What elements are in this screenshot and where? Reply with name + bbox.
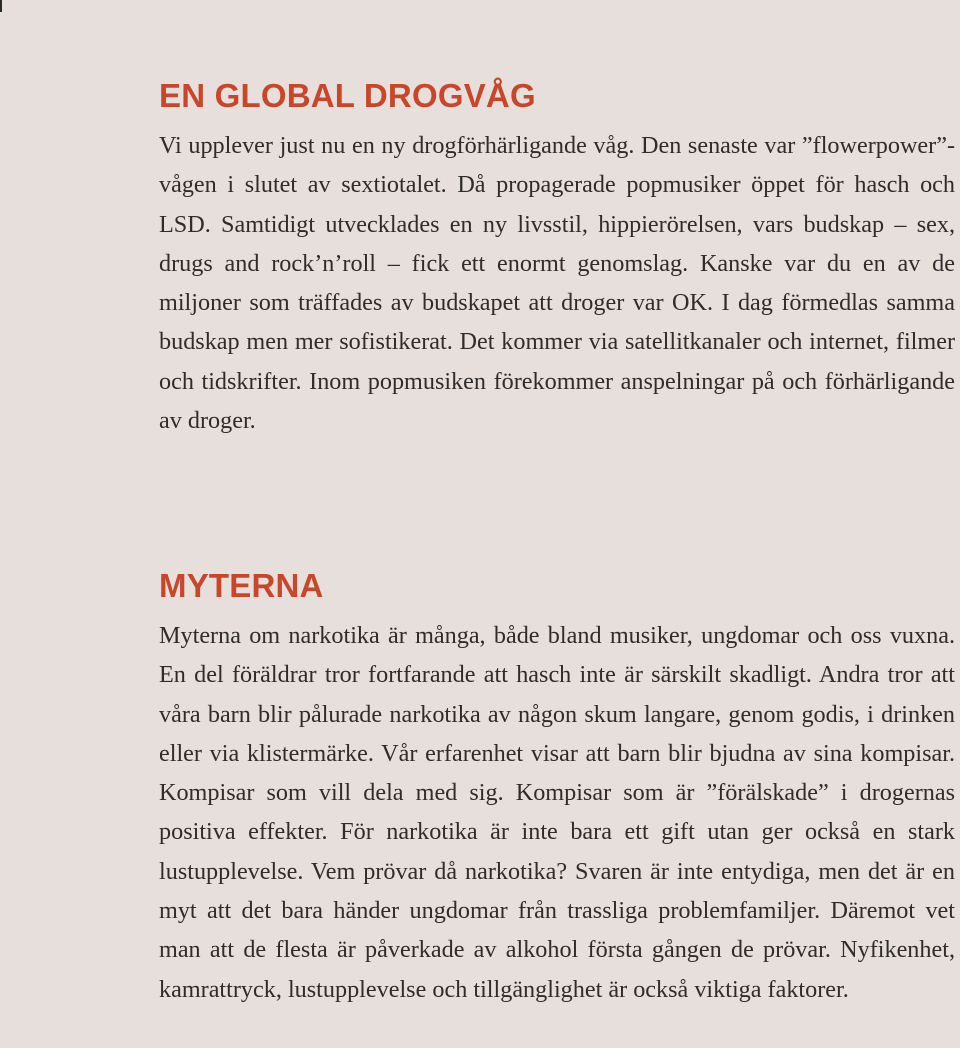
crop-mark — [0, 0, 2, 12]
section-body-myths: Myterna om narkotika är många, både bland musiker, ungdomar och oss vuxna. En del föräldrar tror fortfarande att hasch inte är särskilt skadligt. Andra tror att våra barn blir pålurade narkotika av någon skum langare, genom godis, i drinken eller via klistermärke. Vår erfarenhet visar att barn blir bjudna av sina kompisar. Kompisar som vill dela med sig. Kompisar som är ”förälskade” i drogernas positiva effekter. För narkotika är inte bara ett gift utan ger också en stark lustupplevelse. Vem prövar då narkotika? Svaren är inte entydiga, men det är en myt att det bara händer ungdomar från trassliga problemfamiljer. Däremot vet man att de flesta är påverkade av alkohol första gången de prövar. Nyfikenhet, kamrattryck, lustupplevelse och tillgänglighet är också viktiga faktorer. — [159, 622, 955, 1003]
section-body-global-drug-wave: Vi upplever just nu en ny drogförhärligande våg. Den senaste var ”flowerpower”-vågen i slutet av sextiotalet. Då propagerade popmusiker öppet för hasch och LSD. Samtidigt utvecklades en ny livsstil, hippierörelsen, vars budskap – sex, drugs and rock’n’roll – fick ett enormt genomslag. Kanske var du en av de miljoner som träffades av budskapet att droger var OK. I dag förmedlas samma budskap men mer sofistikerat. Det kommer via satellitkanaler och internet, filmer och tidskrifter. Inom popmusiken förekommer anspelningar på och förhärligande av droger. — [159, 132, 955, 435]
section-heading-global-drug-wave: EN GLOBAL DROGVÅG — [159, 77, 536, 114]
section-heading-myths: MYTERNA — [159, 567, 324, 604]
